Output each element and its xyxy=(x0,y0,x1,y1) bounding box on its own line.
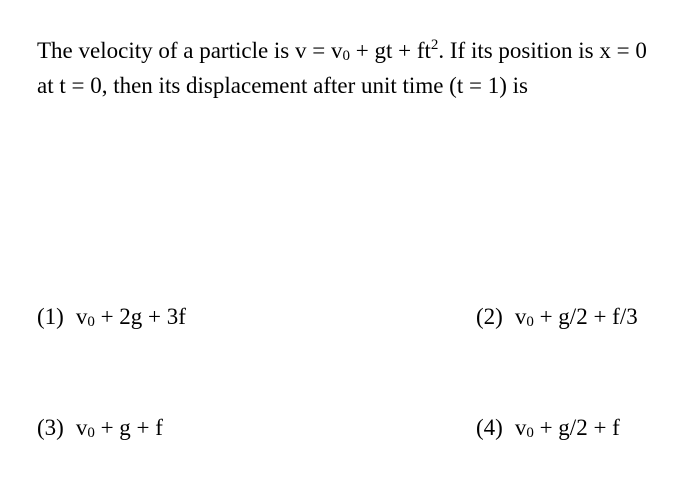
option-3-number: (3) xyxy=(37,415,64,440)
option-1-number: (1) xyxy=(37,304,64,329)
question-part-2: + gt + ft xyxy=(349,38,431,63)
option-1-subscript: 0 xyxy=(87,314,95,330)
question-text xyxy=(37,36,667,100)
option-2[interactable] xyxy=(476,303,638,336)
option-3-v: v xyxy=(75,415,88,440)
option-3-subscript: 0 xyxy=(87,425,95,441)
option-4-subscript: 0 xyxy=(526,425,534,441)
option-2-expression: + g/2 + f/3 xyxy=(533,304,638,329)
option-2-v: v xyxy=(514,304,527,329)
option-4-number: (4) xyxy=(476,415,503,440)
question-part-1: The velocity of a particle is v = v xyxy=(37,38,343,63)
option-4[interactable] xyxy=(476,414,620,447)
question-superscript-2: 2 xyxy=(430,37,439,53)
option-3-expression: + g + f xyxy=(94,415,163,440)
option-4-v: v xyxy=(514,415,527,440)
option-2-subscript: 0 xyxy=(526,314,534,330)
option-2-number: (2) xyxy=(476,304,503,329)
option-1[interactable] xyxy=(37,303,186,336)
option-1-v: v xyxy=(75,304,88,329)
option-4-expression: + g/2 + f xyxy=(533,415,620,440)
option-1-expression: + 2g + 3f xyxy=(94,304,186,329)
question-subscript-0: 0 xyxy=(342,48,350,64)
option-3[interactable] xyxy=(37,414,163,447)
question-part-3: . If its position is x = 0 at t = 0, then its displacement after unit time (t = 1) is xyxy=(37,38,647,98)
